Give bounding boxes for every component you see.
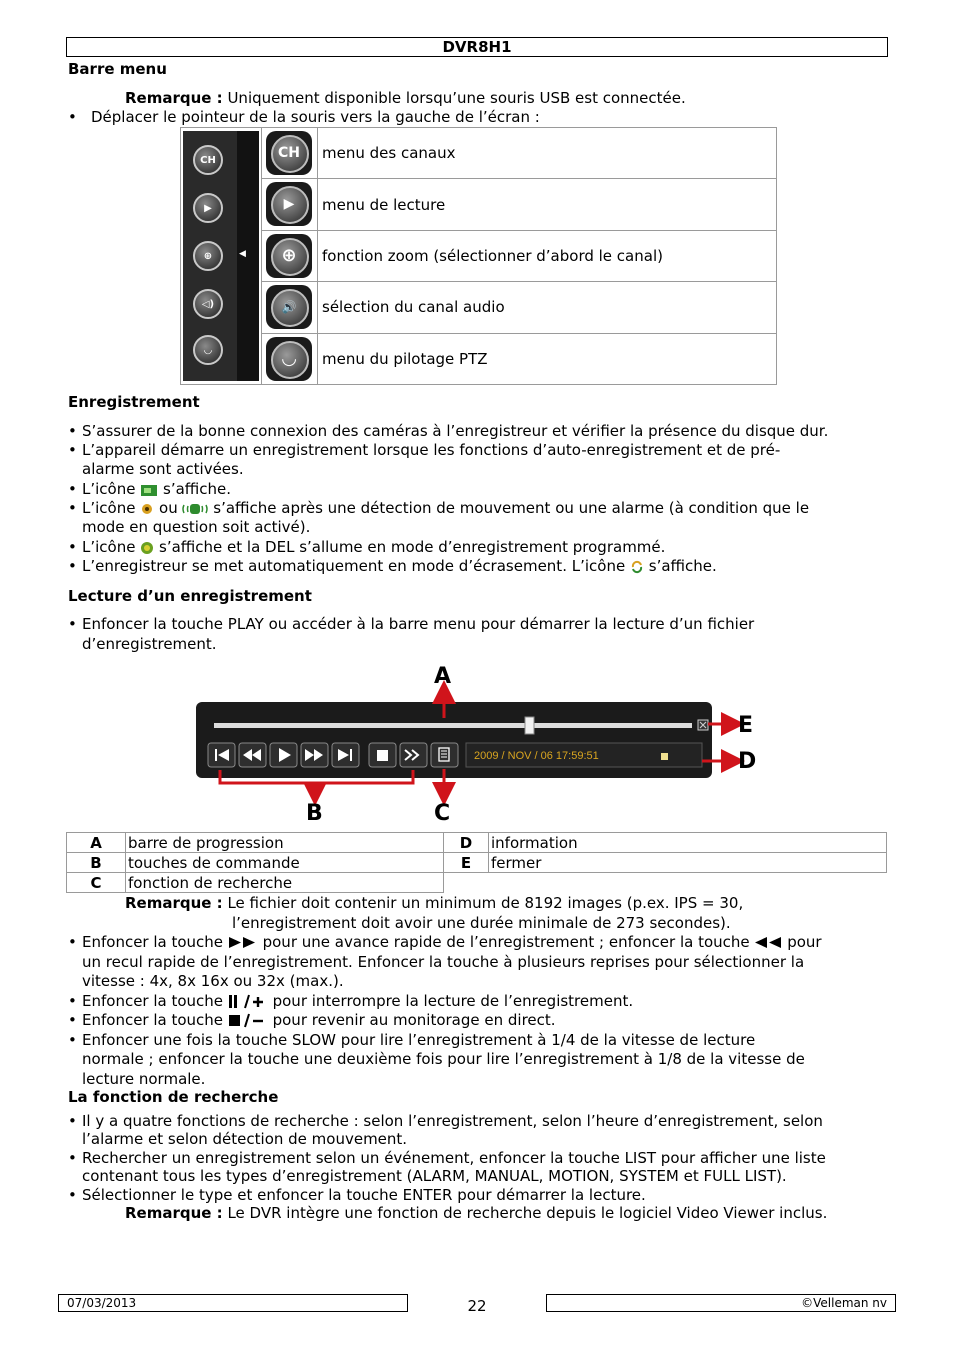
ptz-icon: ◡ xyxy=(193,335,223,365)
bullet-marker: • xyxy=(68,108,77,126)
fast-rewind-icon xyxy=(754,936,782,949)
rec-bullet-1: S’assurer de la bonne connexion des caméras à l’enregistreur et vérifier la présence du disque dur. xyxy=(82,422,829,440)
search-bullet-1b: l’alarme et selon détection de mouvement. xyxy=(82,1130,408,1148)
ch-icon: CH xyxy=(266,131,312,175)
search-bullet-2a: Rechercher un enregistrement selon un événement, enfoncer la touche LIST pour afficher une liste xyxy=(82,1149,826,1167)
rec-bullet-3: L’icône s’affiche. xyxy=(82,480,232,498)
play-para-4b: normale ; enfoncer la touche une deuxième fois pour lire l’enregistrement à 1/8 de la vitesse de xyxy=(82,1050,805,1068)
callout-e: E xyxy=(738,713,754,738)
rec-bullet-6: L’enregistreur se met automatiquement en mode d’écrasement. L’icône s’affiche. xyxy=(82,557,717,575)
play-bullet-1b: d’enregistrement. xyxy=(82,635,217,653)
remark-playback-2: l’enregistrement doit avoir une durée minimale de 273 secondes). xyxy=(232,914,731,932)
bullet-marker: • xyxy=(68,1011,77,1029)
legend-value: information xyxy=(489,833,887,853)
menu-item-label: sélection du canal audio xyxy=(318,282,777,333)
bullet-marker: • xyxy=(68,1186,77,1204)
rec-bullet-2b: alarme sont activées. xyxy=(82,460,244,478)
bullet-marker: • xyxy=(68,422,77,440)
menu-item-label: menu du pilotage PTZ xyxy=(318,333,777,384)
audio-icon: 🔊 xyxy=(266,285,312,329)
alarm-icon xyxy=(182,502,208,516)
play-icon: ▶ xyxy=(266,182,312,226)
play-para-2: Enfoncer la touche pour interrompre la lecture de l’enregistrement. xyxy=(82,992,634,1010)
playback-bar-figure xyxy=(190,660,770,830)
menu-table xyxy=(180,127,777,385)
legend-key: E xyxy=(444,853,489,873)
menu-instruction: Déplacer le pointeur de la souris vers la gauche de l’écran : xyxy=(91,108,540,126)
ch-icon: CH xyxy=(193,145,223,175)
play-para-1e: vitesse : 4x, 8x 16x ou 32x (max.). xyxy=(82,972,344,990)
motion-icon xyxy=(140,502,154,516)
play-para-3: Enfoncer la touche pour revenir au monitorage en direct. xyxy=(82,1011,556,1029)
search-button xyxy=(431,743,458,767)
menu-item-label: fonction zoom (sélectionner d’abord le canal) xyxy=(318,230,777,281)
bullet-marker: • xyxy=(68,615,77,633)
remark-search: Remarque : Le DVR intègre une fonction de recherche depuis le logiciel Video Viewer inclus. xyxy=(125,1204,828,1222)
menu-item-label: menu des canaux xyxy=(318,128,777,179)
play-para-4a: Enfoncer une fois la touche SLOW pour lire l’enregistrement à 1/4 de la vitesse de lecture xyxy=(82,1031,756,1049)
play-para-4c: lecture normale. xyxy=(82,1070,206,1088)
bullet-marker: • xyxy=(68,480,77,498)
play-para-1a: Enfoncer la touche pour une avance rapide de l’enregistrement ; enfoncer la touche pour xyxy=(82,933,822,951)
bullet-marker: • xyxy=(68,538,77,556)
menu-item-label: menu de lecture xyxy=(318,179,777,230)
footer-date: 07/03/2013 xyxy=(58,1294,408,1312)
overwrite-icon xyxy=(630,560,644,574)
legend-table xyxy=(66,832,887,893)
remark-playback: Remarque : Le fichier doit contenir un minimum de 8192 images (p.ex. IPS = 30, xyxy=(125,894,744,912)
stop-minus-icon xyxy=(228,1013,268,1028)
audio-icon: ◁) xyxy=(193,289,223,319)
legend-value: fonction de recherche xyxy=(126,873,444,893)
zoom-icon: ⊕ xyxy=(193,241,223,271)
search-bullet-1a: Il y a quatre fonctions de recherche : selon l’enregistrement, selon l’heure d’enregistrement, selon xyxy=(82,1112,823,1130)
legend-value: barre de progression xyxy=(126,833,444,853)
progress-bar xyxy=(214,723,692,728)
legend-key: A xyxy=(67,833,126,853)
bullet-marker: • xyxy=(68,992,77,1010)
section-title-playback: Lecture d’un enregistrement xyxy=(68,587,312,605)
pause-plus-icon xyxy=(228,994,268,1009)
zoom-icon: ⊕ xyxy=(266,234,312,278)
section-title-recording: Enregistrement xyxy=(68,393,200,411)
schedule-icon xyxy=(140,541,154,555)
slow-button xyxy=(400,743,427,767)
footer-page-number: 22 xyxy=(467,1297,487,1315)
play-bullet-1a: Enfoncer la touche PLAY ou accéder à la barre menu pour démarrer la lecture d’un fichier xyxy=(82,615,755,633)
rec-bullet-2a: L’appareil démarre un enregistrement lorsque les fonctions d’auto-enregistrement et de pré- xyxy=(82,441,781,459)
callout-d: D xyxy=(738,749,757,774)
callout-c: C xyxy=(434,801,451,826)
collapse-arrow-icon: ◀ xyxy=(239,249,246,259)
bullet-marker: • xyxy=(68,1149,77,1167)
callout-b: B xyxy=(306,801,323,826)
record-icon xyxy=(140,483,158,497)
rec-bullet-4a: L’icône ou s’affiche après une détection de mouvement ou une alarme (à condition que le xyxy=(82,499,810,517)
bullet-marker: • xyxy=(68,1112,77,1130)
menu-bar-screenshot xyxy=(183,131,259,381)
search-bullet-3: Sélectionner le type et enfoncer la touche ENTER pour démarrer la lecture. xyxy=(82,1186,646,1204)
legend-key: B xyxy=(67,853,126,873)
bullet-marker: • xyxy=(68,1031,77,1049)
callout-a: A xyxy=(434,664,452,689)
bullet-marker: • xyxy=(68,557,77,575)
rec-bullet-5: L’icône s’affiche et la DEL s’allume en mode d’enregistrement programmé. xyxy=(82,538,666,556)
legend-key: D xyxy=(444,833,489,853)
bullet-marker: • xyxy=(68,933,77,951)
bullet-marker: • xyxy=(68,441,77,459)
section-title-search: La fonction de recherche xyxy=(68,1088,279,1106)
progress-thumb xyxy=(525,717,534,734)
play-icon: ▶ xyxy=(193,193,223,223)
remark-menu: Remarque : Uniquement disponible lorsqu’une souris USB est connectée. xyxy=(125,89,686,107)
legend-key: C xyxy=(67,873,126,893)
bullet-marker: • xyxy=(68,499,77,517)
play-para-1d: un recul rapide de l’enregistrement. Enfoncer la touche à plusieurs reprises pour sélectionner la xyxy=(82,953,805,971)
search-bullet-2b: contenant tous les types d’enregistrement (ALARM, MANUAL, MOTION, SYSTEM et FULL LIST). xyxy=(82,1167,787,1185)
legend-value: touches de commande xyxy=(126,853,444,873)
fast-forward-icon xyxy=(228,936,258,949)
document-header: DVR8H1 xyxy=(66,37,888,57)
rec-bullet-4b: mode en question soit activé). xyxy=(82,518,311,536)
footer-copyright: ©Velleman nv xyxy=(546,1294,896,1312)
legend-value: fermer xyxy=(489,853,887,873)
info-text: 2009 / NOV / 06 17:59:51 xyxy=(474,750,599,762)
ptz-icon: ◡ xyxy=(266,337,312,381)
section-title-menu: Barre menu xyxy=(68,60,167,78)
